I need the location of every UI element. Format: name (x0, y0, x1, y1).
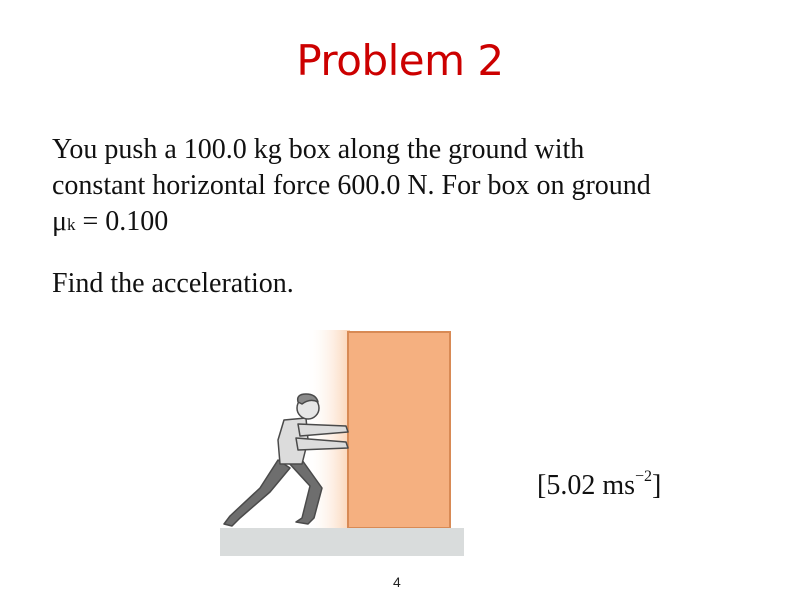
mu-value: = 0.100 (75, 206, 169, 237)
problem-line-2: constant horizontal force 600.0 N. For box on ground (52, 170, 651, 201)
problem-line-1: You push a 100.0 kg box along the ground with (52, 134, 585, 165)
person-pushing-box-icon (218, 328, 468, 560)
mu-subscript: k (67, 215, 76, 234)
answer-exponent: −2 (635, 468, 653, 485)
problem-statement (52, 132, 772, 243)
slide-title: Problem 2 (296, 36, 504, 85)
answer-text (537, 468, 661, 502)
question-text: Find the acceleration. (52, 268, 294, 299)
answer-value: [5.02 ms (537, 470, 635, 501)
floor (220, 528, 464, 556)
friction-coefficient (52, 204, 772, 243)
mu-symbol: μ (52, 206, 68, 237)
box (348, 332, 450, 528)
page-number: 4 (393, 574, 401, 590)
answer-close-bracket: ] (652, 470, 662, 501)
